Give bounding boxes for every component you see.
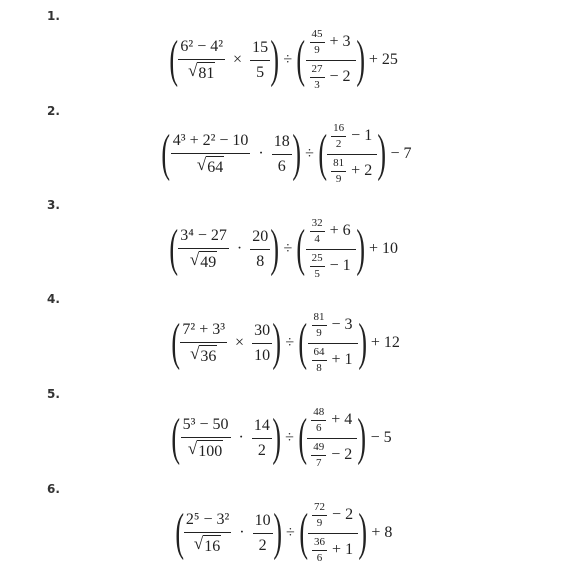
numerator: 3⁴ − 27 [178,226,229,248]
numerator: 18 [272,132,292,154]
fraction [181,415,231,460]
math-expression [171,28,404,92]
term: + 1 [331,350,353,368]
left-paren: ( [174,504,184,561]
square-root: √ 49 [189,249,217,271]
operator: · [239,524,245,541]
denominator: 9 [335,172,342,185]
complex-fraction [306,28,356,92]
left-paren: ( [298,409,307,466]
operator: · [258,145,264,162]
square-root: √ 81 [188,60,215,82]
math-expression [163,122,417,186]
numerator: 4³ + 2² − 10 [171,131,251,153]
problem-expression [0,307,581,379]
radicand: 16 [203,535,221,556]
numerator: 14 [252,416,272,438]
radicand: 49 [199,251,217,272]
left-paren: ( [169,31,179,88]
tail-term: + 10 [369,240,399,257]
denominator: 8 [256,252,265,270]
term: + 4 [331,411,353,429]
complex-fraction [327,122,377,186]
problem-expression [0,118,581,190]
fraction [171,131,251,176]
numerator: 48 [311,406,326,421]
divide-operator: ÷ [283,240,293,257]
fraction [178,37,225,82]
right-paren: ) [272,409,281,466]
numerator: 15 [250,38,270,60]
term: − 2 [332,506,354,524]
right-paren: ) [377,125,387,182]
term: + 2 [351,161,373,179]
divide-operator: ÷ [283,51,293,68]
numerator: 16 [331,122,346,137]
numerator: 20 [250,227,270,249]
numerator: 36 [312,536,327,551]
numerator: 72 [312,501,327,516]
right-paren: ) [356,220,365,277]
problem-number: 4. [47,292,60,306]
fraction [252,416,272,459]
right-paren: ) [357,314,367,371]
numerator: 45 [310,28,325,43]
term: − 1 [351,127,373,145]
fraction [272,132,292,175]
denominator: 5 [256,63,265,81]
left-paren: ( [296,31,306,88]
tail-term: − 7 [390,145,412,162]
operator: × [235,334,245,351]
numerator: 81 [331,157,346,172]
square-root: √ 16 [193,533,221,555]
numerator: 2⁵ − 3² [184,510,231,532]
term: − 3 [331,316,353,334]
left-paren: ( [299,504,308,561]
fraction [253,511,273,554]
term: + 6 [329,222,351,240]
numerator: 30 [252,321,272,343]
numerator: 10 [253,511,273,533]
numerator: 5³ − 50 [181,415,231,437]
divide-operator: ÷ [285,429,294,446]
problem-expression [0,24,581,96]
right-paren: ) [355,31,365,88]
denominator: 9 [314,44,320,57]
square-root: √ 100 [187,438,223,460]
complex-fraction [307,406,357,470]
denominator: 2 [257,441,266,459]
denominator: 6 [277,157,286,175]
denominator: 2 [258,536,267,554]
complex-fraction [308,311,358,375]
square-root: √ 64 [196,154,224,176]
left-paren: ( [298,314,308,371]
term: + 1 [332,540,354,558]
left-paren: ( [171,409,181,466]
left-paren: ( [169,220,178,277]
problem-number: 3. [47,198,60,212]
radicand: 36 [199,345,217,366]
denominator: 3 [314,78,320,91]
term: − 2 [329,67,351,85]
term: − 1 [329,256,351,274]
left-paren: ( [161,125,171,182]
denominator: 6 [316,551,323,564]
divide-operator: ÷ [285,334,295,351]
problem-number: 2. [47,104,60,118]
tail-term: + 25 [368,51,398,68]
denominator: 5 [314,267,320,280]
fraction [178,226,229,271]
denominator: 10 [254,346,271,364]
numerator: 81 [312,311,327,326]
right-paren: ) [357,409,367,466]
numerator: 49 [311,441,326,456]
denominator: 8 [316,361,322,374]
complex-fraction [308,501,358,565]
radicand: 64 [206,156,224,177]
problem-number: 6. [47,482,60,496]
math-expression [173,311,406,375]
denominator: 6 [316,422,322,435]
numerator: 64 [312,346,327,361]
numerator: 25 [310,252,325,267]
numerator: 7² + 3³ [180,320,227,342]
numerator: 27 [310,63,325,78]
tail-term: − 5 [370,429,392,446]
fraction [180,320,227,365]
tail-term: + 8 [371,524,393,541]
right-paren: ) [272,314,282,371]
tail-term: + 12 [370,334,400,351]
radicand: 100 [197,440,223,461]
right-paren: ) [270,220,280,277]
problem-expression [0,213,581,285]
problem-number: 1. [47,9,60,23]
math-expression [171,217,404,281]
operator: · [238,429,244,446]
denominator: 9 [316,327,322,340]
math-expression [174,501,399,565]
problem-expression [0,497,581,569]
fraction [252,321,272,364]
fraction [250,227,270,270]
right-paren: ) [358,504,368,561]
denominator: 9 [316,517,323,530]
numerator: 32 [310,217,325,232]
denominator: 2 [335,138,342,151]
fraction [184,510,231,555]
left-paren: ( [296,220,306,277]
term: + 3 [329,33,351,51]
left-paren: ( [171,314,181,371]
denominator: 7 [316,456,322,469]
operator: × [233,51,243,68]
divide-operator: ÷ [285,524,295,541]
numerator: 6² − 4² [178,37,225,59]
radicand: 81 [197,62,215,83]
problem-number: 5. [47,387,60,401]
math-expression [173,406,397,470]
operator: · [236,240,243,257]
complex-fraction [306,217,356,281]
problem-expression [0,402,581,474]
right-paren: ) [292,125,301,182]
fraction [250,38,270,81]
denominator: 4 [314,233,320,246]
divide-operator: ÷ [305,145,314,162]
term: − 2 [331,445,353,463]
square-root: √ 36 [190,343,217,365]
left-paren: ( [318,125,327,182]
right-paren: ) [272,504,282,561]
right-paren: ) [270,31,280,88]
